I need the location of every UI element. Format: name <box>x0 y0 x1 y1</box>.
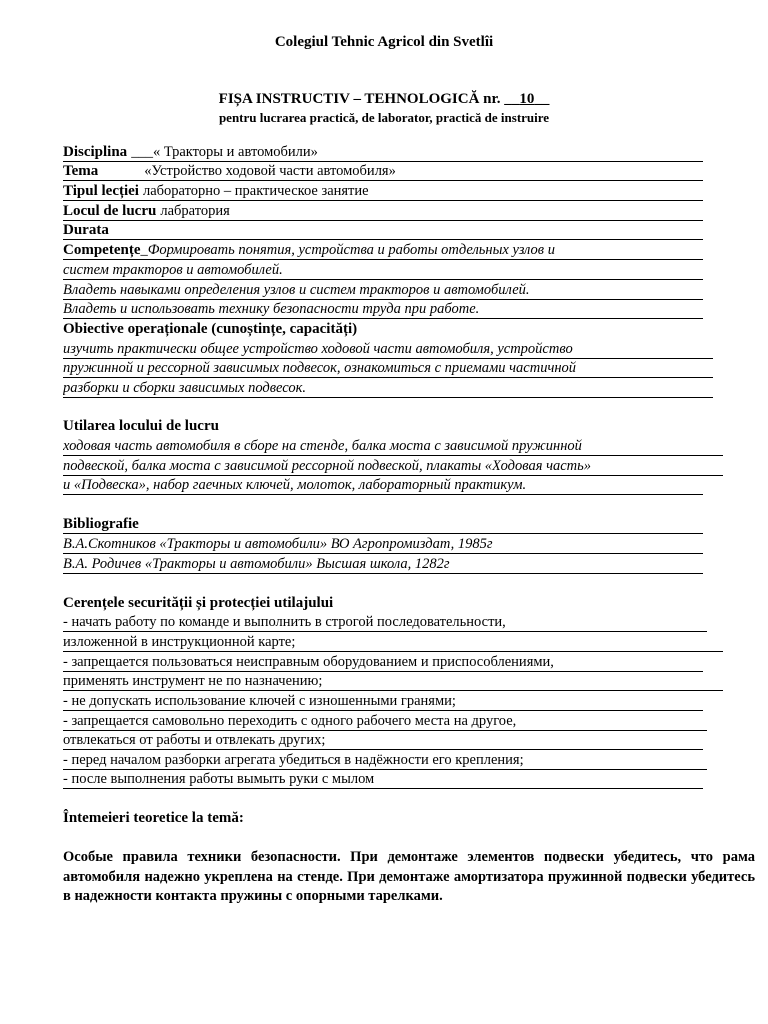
document-title <box>0 91 768 108</box>
bibliografie-line: В.А. Родичев «Тракторы и автомобили» Высшая школа, 1282г <box>63 555 703 574</box>
competente-label: Competențe <box>63 242 141 258</box>
disciplina-value: ___« Тракторы и автомобили» <box>131 144 318 160</box>
cerinte-line: - запрещается пользоваться неисправным оборудованием и приспособлениями, <box>63 653 703 672</box>
disciplina-label: Disciplina <box>63 144 128 160</box>
bibliografie-heading <box>63 515 703 534</box>
bibliografie-line: В.А.Скотников «Тракторы и автомобили» ВО Агропромиздат, 1985г <box>63 535 703 554</box>
locul-value: лабратория <box>160 203 230 219</box>
field-locul <box>63 202 703 221</box>
cerinte-line: отвлекаться от работы и отвлекать других; <box>63 731 703 750</box>
obiective-label: Obiective operaționale (cunoștințe, capacități) <box>63 321 358 337</box>
utilarea-label: Utilarea locului de lucru <box>63 418 219 434</box>
tipul-value: лабораторно – практическое занятие <box>142 183 369 199</box>
obiective-heading <box>63 320 703 339</box>
teoretice-label: Întemeieri teoretice la temă: <box>63 810 244 826</box>
field-tipul <box>63 182 703 201</box>
cerinte-line: - после выполнения работы вымыть руки с мылом <box>63 770 703 789</box>
tema-value: «Устройство ходовой части автомобиля» <box>144 163 396 179</box>
field-durata <box>63 221 703 240</box>
cerinte-label: Cerențele securității și protecției utilajului <box>63 595 334 611</box>
field-competente <box>63 241 703 260</box>
title-prefix: FIȘA INSTRUCTIV – TEHNOLOGICĂ nr. __ <box>218 91 520 107</box>
obiective-line: разборки и сборки зависимых подвесок. <box>63 379 713 398</box>
cerinte-line: изложенной в инструкционной карте; <box>63 633 723 652</box>
competente-line: Владеть навыками определения узлов и систем тракторов и автомобилей. <box>63 281 703 300</box>
cerinte-line: - перед началом разборки агрегата убедиться в надёжности его крепления; <box>63 751 707 770</box>
utilarea-line: подвеской, балка моста с зависимой рессорной подвеской, плакаты «Ходовая часть» <box>63 457 723 476</box>
utilarea-line: и «Подвеска», набор гаечных ключей, молоток, лабораторный практикум. <box>63 476 703 495</box>
durata-label: Durata <box>63 222 109 238</box>
cerinte-line: применять инструмент не по назначению; <box>63 672 723 691</box>
competente-line: систем тракторов и автомобилей. <box>63 261 703 280</box>
teoretice-heading <box>63 809 703 828</box>
title-suffix: __ <box>534 91 550 107</box>
field-tema <box>63 162 703 181</box>
field-disciplina <box>63 143 703 162</box>
tema-label: Tema <box>63 163 99 179</box>
sheet-number: 10 <box>519 91 535 107</box>
competente-line: _Формировать понятия, устройства и работы отдельных узлов и <box>140 242 555 258</box>
bibliografie-label: Bibliografie <box>63 516 139 532</box>
competente-line: Владеть и использовать технику безопасности труда при работе. <box>63 300 703 319</box>
cerinte-line: - запрещается самовольно переходить с одного рабочего места на другое, <box>63 712 707 731</box>
utilarea-line: ходовая часть автомобиля в сборе на стенде, балка моста с зависимой пружинной <box>63 437 723 456</box>
institution-name: Colegiul Tehnic Agricol din Svetlîi <box>274 34 494 50</box>
utilarea-heading <box>63 417 703 436</box>
cerinte-heading <box>63 594 703 613</box>
cerinte-line: - не допускать использование ключей с изношенными гранями; <box>63 692 703 711</box>
locul-label: Locul de lucru <box>63 203 157 219</box>
document-subtitle: pentru lucrarea practică, de laborator, practică de instruire <box>218 110 550 125</box>
cerinte-line: - начать работу по команде и выполнить в строгой последовательности, <box>63 613 707 632</box>
obiective-line: пружинной и рессорной зависимых подвесок, ознакомиться с приемами частичной <box>63 359 713 378</box>
teoretice-paragraph: Особые правила техники безопасности. При демонтаже элементов подвески убедитесь, что рама автомобиля надежно укреплена на стенде. При демонтаже амортизатора пружинной подвески убедитесь в надежности контакта пружины с опорными тарелками. <box>63 849 755 904</box>
tipul-label: Tipul lecției <box>63 183 139 199</box>
obiective-line: изучить практически общее устройство ходовой части автомобиля, устройство <box>63 340 713 359</box>
